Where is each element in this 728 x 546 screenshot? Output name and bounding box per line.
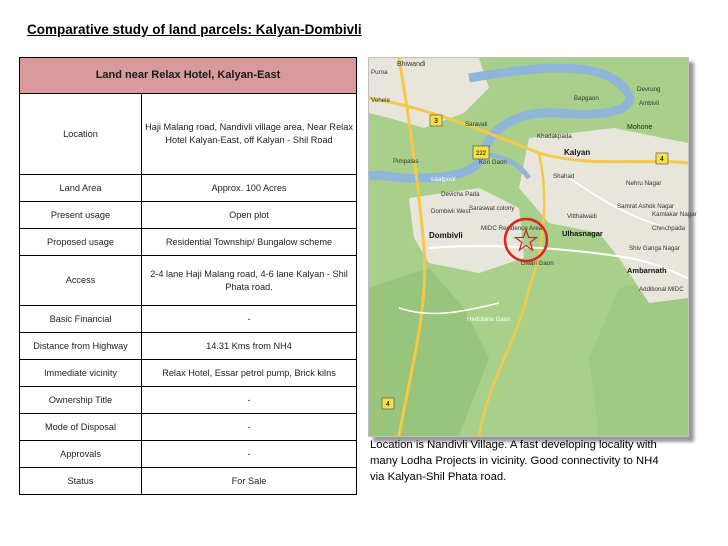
row-value: Residential Township/ Bungalow scheme	[142, 229, 357, 256]
place-label: Kamlakar Nagar	[652, 211, 697, 218]
table-row	[20, 229, 357, 256]
place-label: Kalyan	[564, 148, 591, 157]
place-label: Nehru Nagar	[626, 180, 662, 187]
table-row	[20, 441, 357, 468]
svg-text:4: 4	[386, 401, 390, 408]
place-label: Saravali	[465, 121, 488, 128]
table-row	[20, 202, 357, 229]
row-value: Open plot	[142, 202, 357, 229]
row-label: Distance from Highway	[20, 333, 142, 360]
row-label: Land Area	[20, 175, 142, 202]
place-label: Samrat Ashok Nagar	[617, 203, 675, 210]
place-label: Dombivli	[429, 231, 463, 240]
table-row	[20, 333, 357, 360]
table-row	[20, 360, 357, 387]
table-row	[20, 175, 357, 202]
table-row	[20, 256, 357, 306]
row-label: Location	[20, 94, 142, 175]
place-label: Vitthalwadi	[567, 213, 597, 220]
svg-text:3: 3	[434, 118, 438, 125]
row-value: 14.31 Kms from NH4	[142, 333, 357, 360]
place-label: Additional MIDC	[639, 286, 684, 293]
place-label: Devicha Pada	[441, 191, 480, 198]
place-label: Pimpalas	[393, 158, 419, 165]
place-label: Ulhasnagar	[562, 229, 603, 238]
parcel-table	[19, 57, 357, 495]
table-row	[20, 94, 357, 175]
row-label: Present usage	[20, 202, 142, 229]
row-value: -	[142, 387, 357, 414]
row-value: -	[142, 441, 357, 468]
table-row	[20, 414, 357, 441]
place-label: saatpool	[431, 176, 456, 183]
place-label: Purna	[371, 69, 388, 76]
highway-shield-icon	[382, 398, 394, 409]
place-label: Ambivli	[639, 100, 659, 107]
table-row	[20, 306, 357, 333]
place-label: Dwari Gaon	[521, 260, 554, 267]
highway-shield-icon	[473, 146, 489, 159]
place-label: Chinchpada	[652, 225, 686, 232]
place-label: Shahad	[553, 173, 575, 180]
page-title: Comparative study of land parcels: Kalyan-Dombivli	[27, 22, 362, 37]
place-label: Devrung	[637, 86, 661, 93]
place-label: Shiv Ganga Nagar	[629, 245, 680, 252]
row-value: -	[142, 414, 357, 441]
row-label: Basic Financial	[20, 306, 142, 333]
table-header: Land near Relax Hotel, Kalyan-East	[20, 58, 357, 94]
table-row	[20, 468, 357, 495]
row-label: Approvals	[20, 441, 142, 468]
row-label: Access	[20, 256, 142, 306]
place-label: MIDC Residence Area	[481, 225, 543, 232]
table-row	[20, 387, 357, 414]
svg-text:222: 222	[475, 151, 487, 157]
row-label: Proposed usage	[20, 229, 142, 256]
place-label: Saraswat colony	[469, 205, 515, 212]
row-value: 2-4 lane Haji Malang road, 4-6 lane Kalyan - Shil Phata road.	[142, 256, 357, 306]
place-label: Mohone	[627, 124, 653, 131]
row-value: Haji Malang road, Nandivli village area, Near Relax Hotel Kalyan-East, off Kalyan - Shil Road	[142, 94, 357, 175]
table-header-row	[20, 58, 357, 94]
row-label: Status	[20, 468, 142, 495]
row-label: Immediate vicinity	[20, 360, 142, 387]
location-map	[368, 57, 697, 437]
row-value: Relax Hotel, Essar petrol pump, Brick kilns	[142, 360, 357, 387]
highway-shield-icon	[430, 115, 442, 126]
place-label: Bhiwandi	[397, 61, 426, 68]
row-label: Ownership Title	[20, 387, 142, 414]
svg-text:4: 4	[660, 156, 664, 163]
place-label: Hedutane Gaon	[467, 316, 511, 323]
map-caption: Location is Nandivli Village. A fast developing locality with many Lodha Projects in vicinity. Good connectivity to NH4 via Kalyan-Shil Phata road.	[370, 439, 659, 484]
row-value: -	[142, 306, 357, 333]
place-label: Ambarnath	[627, 266, 667, 275]
place-label: Bapgaon	[574, 95, 599, 102]
row-value: Approx. 100 Acres	[142, 175, 357, 202]
row-label: Mode of Disposal	[20, 414, 142, 441]
place-label: Vehele	[371, 97, 390, 104]
row-value: For Sale	[142, 468, 357, 495]
place-label: Khadakpada	[537, 133, 572, 140]
place-label: Kon Gaon	[479, 159, 507, 166]
place-label: Dombivli West	[431, 208, 471, 215]
highway-shield-icon	[656, 153, 668, 164]
